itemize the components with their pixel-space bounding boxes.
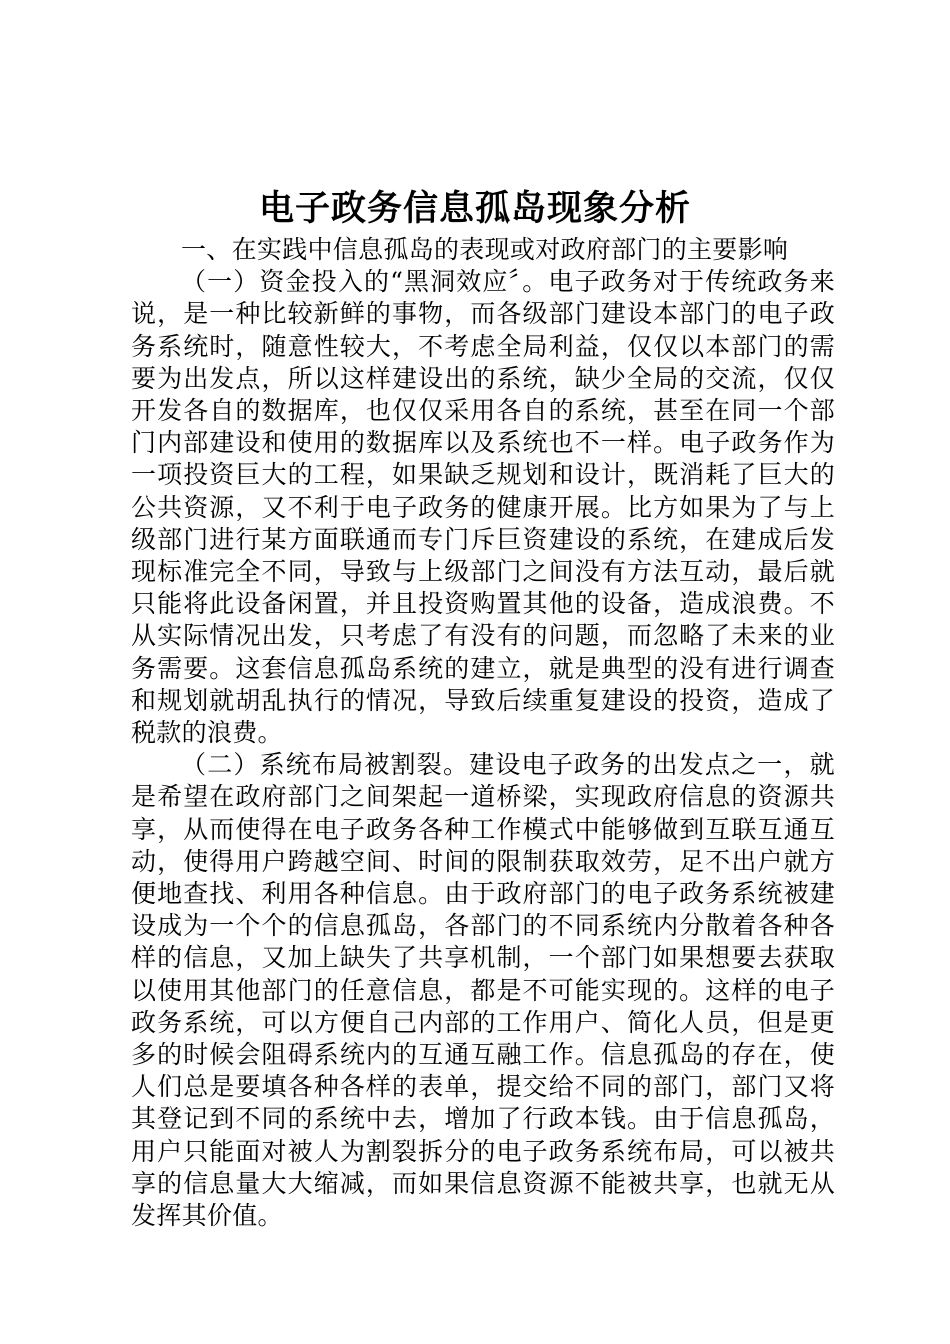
document-body <box>131 234 835 1232</box>
section-heading: 一、在实践中信息孤岛的表现或对政府部门的主要影响 <box>181 235 789 264</box>
paragraph-2: （二）系统布局被割裂。建设电子政务的出发点之一，就是希望在政府部门之间架起一道桥梁，实现政府信息的资源共享，从而使得在电子政务各种工作模式中能够做到互联互通互动，使得用户跨越空间、时间的限制获取效劳，足不出户就方便地查找、利用各种信息。由于政府部门的电子政务系统被建设成为一个个的信息孤岛，各部门的不同系统内分散着各种各样的信息，又加上缺失了共享机制，一个部门如果想要去获取以使用其他部门的任意信息，都是不可能实现的。这样的电子政务系统，可以方便自己内部的工作用户、简化人员，但是更多的时候会阻碍系统内的互通互融工作。信息孤岛的存在，使人们总是要填各种各样的表单，提交给不同的部门，部门又将其登记到不同的系统中去，增加了行政本钱。由于信息孤岛，用户只能面对被人为割裂拆分的电子政务系统布局，可以被共享的信息量大大缩减，而如果信息资源不能被共享，也就无从发挥其价值。 <box>131 750 835 1231</box>
document-title: 电子政务信息孤岛现象分析 <box>258 188 691 229</box>
paragraph-1: （一）资金投入的“黑洞效应〞。电子政务对于传统政务来说，是一种比较新鲜的事物，而各级部门建设本部门的电子政务系统时，随意性较大，不考虑全局利益，仅仅以本部门的需要为出发点，所以这样建设出的系统，缺少全局的交流，仅仅开发各自的数据库，也仅仅采用各自的系统，甚至在同一个部门内部建设和使用的数据库以及系统也不一样。电子政务作为一项投资巨大的工程，如果缺乏规划和设计，既消耗了巨大的公共资源，又不利于电子政务的健康开展。比方如果为了与上级部门进行某方面联通而专门斥巨资建设的系统，在建成后发现标准完全不同，导致与上级部门之间没有方法互动，最后就只能将此设备闲置，并且投资购置其他的设备，造成浪费。不从实际情况出发，只考虑了有没有的问题，而忽略了未来的业务需要。这套信息孤岛系统的建立，就是典型的没有进行调查和规划就胡乱执行的情况，导致后续重复建设的投资，造成了税款的浪费。 <box>131 267 835 748</box>
